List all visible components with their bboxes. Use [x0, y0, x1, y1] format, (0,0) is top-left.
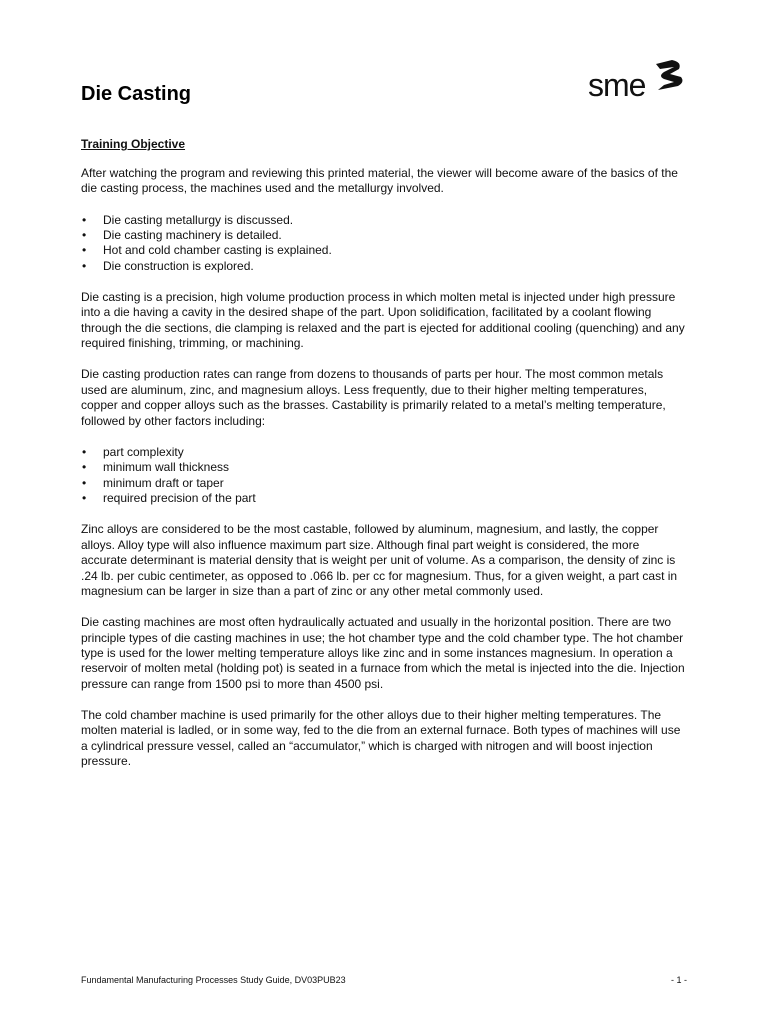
training-objective-heading: Training Objective	[81, 137, 186, 151]
footer-title: Fundamental Manufacturing Processes Study Guide, DV03PUB23	[81, 975, 346, 985]
document-body	[81, 166, 687, 785]
list-item: • Die casting machinery is detailed.	[81, 228, 687, 243]
paragraph-machines: Die casting machines are most often hydraulically actuated and usually in the horizontal position. There are two principle types of die casting machines in use; the hot chamber type and the cold chamber type. The hot chamber type is used for the lower melting temperature alloys like zinc and in some instances magnesium. In operation a reservoir of molten metal (holding pot) is seated in a furnace from which the metal is injected into the die. Injection pressure can range from 1500 psi to more than 4500 psi.	[81, 615, 685, 691]
objectives-list	[81, 213, 687, 275]
svg-text:sme: sme	[588, 67, 646, 102]
list-item: • required precision of the part	[81, 491, 687, 506]
list-item: • part complexity	[81, 445, 687, 460]
list-item: • minimum draft or taper	[81, 476, 687, 491]
sme-logo	[586, 56, 686, 102]
list-item: • minimum wall thickness	[81, 460, 687, 475]
list-item: • Hot and cold chamber casting is explained.	[81, 243, 687, 258]
factors-list	[81, 445, 687, 507]
document-page	[81, 0, 687, 1024]
intro-paragraph: After watching the program and reviewing this printed material, the viewer will become aware of the basics of the die casting process, the machines used and the metallurgy involved.	[81, 166, 678, 196]
list-item: • Die construction is explored.	[81, 259, 687, 274]
paragraph-process: Die casting is a precision, high volume production process in which molten metal is injected under high pressure into a die having a cavity in the desired shape of the part. Upon solidification, facilitated by a coolant flowing through the die sections, die clamping is relaxed and the part is ejected for additional cooling (quenching) and any required finishing, trimming, or machining.	[81, 290, 685, 351]
page-title: Die Casting	[81, 83, 192, 105]
list-item: • Die casting metallurgy is discussed.	[81, 213, 687, 228]
page-footer	[81, 975, 687, 985]
paragraph-cold-chamber: The cold chamber machine is used primarily for the other alloys due to their higher melting temperatures. The molten material is ladled, or in some way, fed to the die from an external furnace. Both types of machines will use a cylindrical pressure vessel, called an “accumulator,” which is charged with nitrogen and will boost injection pressure.	[81, 707, 681, 769]
paragraph-production-rates: Die casting production rates can range from dozens to thousands of parts per hour. The most common metals used are aluminum, zinc, and magnesium alloys. Less frequently, due to their higher melting temperatures, copper and copper alloys such as the brasses. Castability is primarily related to a metal’s melting temperature, followed by other factors including:	[81, 367, 666, 428]
paragraph-alloys: Zinc alloys are considered to be the most castable, followed by aluminum, magnesium, and lastly, the copper alloys. Alloy type will also influence maximum part size. Although final part weight is considered, the more accurate determinant is material density that is weight per unit of volume. As a comparison, the density of zinc is .24 lb. per cubic centimeter, as opposed to .066 lb. per cc for magnesium. Thus, for a given weight, a part cast in magnesium can be larger in size than a part of zinc or any other metal commonly used.	[81, 522, 678, 598]
page-number: - 1 -	[670, 975, 687, 985]
sme-logo-icon	[586, 56, 686, 102]
